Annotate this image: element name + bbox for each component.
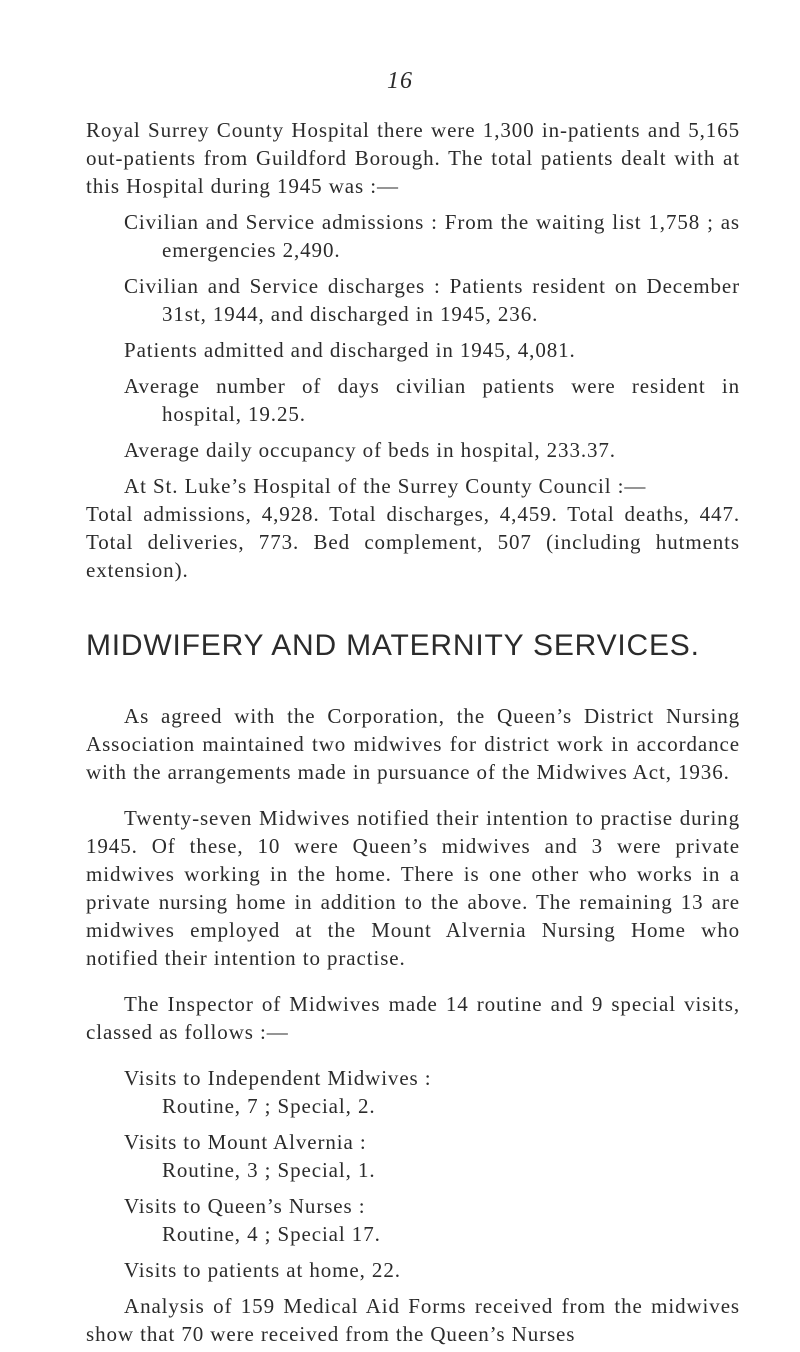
admitted-discharged-paragraph: Patients admitted and discharged in 1945, 4,081. (124, 338, 576, 362)
st-lukes-stats: Total admissions, 4,928. Total discharges, 4,459. Total deaths, 447. Total deliveries, 773. Bed complement, 507 (including hutments extension). (86, 502, 740, 582)
discharges-paragraph: Civilian and Service discharges : Patients resident on December 31st, 1944, and discharged in 1945, 236. (124, 274, 740, 326)
st-lukes-intro: At St. Luke’s Hospital of the Surrey County Council :— (124, 474, 647, 498)
intro-paragraph: Royal Surrey County Hospital there were 1,300 in-patients and 5,165 out-patients from Guildford Borough. The total patients dealt with at this Hospital during 1945 was :— (86, 118, 740, 198)
average-occupancy-paragraph: Average daily occupancy of beds in hospital, 233.37. (124, 438, 616, 462)
analysis-paragraph: Analysis of 159 Medical Aid Forms received from the midwives show that 70 were received from the Queen’s Nurses (86, 1294, 740, 1346)
twenty-seven-midwives-paragraph: Twenty-seven Midwives notified their intention to practise during 1945. Of these, 10 were Queen’s midwives and 3 were private midwives working in the home. There is one other who works in a private nursing home in addition to the above. The remaining 13 are midwives employed at the Mount Alvernia Nursing Home who notified their intention to practise. (86, 806, 740, 970)
visits-alvernia-title: Visits to Mount Alvernia : (124, 1130, 367, 1154)
admissions-paragraph: Civilian and Service admissions : From the waiting list 1,758 ; as emergencies 2,490. (124, 210, 740, 262)
average-days-paragraph: Average number of days civilian patients were resident in hospital, 19.25. (124, 374, 740, 426)
visits-independent-detail: Routine, 7 ; Special, 2. (162, 1094, 376, 1118)
queens-nursing-paragraph: As agreed with the Corporation, the Queen’s District Nursing Association maintained two midwives for district work in accordance with the arrangements made in pursuance of the Midwives Act, 1936. (86, 704, 740, 784)
visits-independent-title: Visits to Independent Midwives : (124, 1066, 432, 1090)
visits-queens-title: Visits to Queen’s Nurses : (124, 1194, 366, 1218)
visits-queens-detail: Routine, 4 ; Special 17. (162, 1222, 381, 1246)
page-number: 16 (387, 68, 413, 94)
visits-home-paragraph: Visits to patients at home, 22. (124, 1258, 401, 1282)
inspector-paragraph: The Inspector of Midwives made 14 routine and 9 special visits, classed as follows :— (86, 992, 740, 1044)
document-body (86, 116, 740, 1348)
visits-alvernia-detail: Routine, 3 ; Special, 1. (162, 1158, 376, 1182)
section-heading: MIDWIFERY AND MATERNITY SERVICES. (86, 629, 700, 662)
